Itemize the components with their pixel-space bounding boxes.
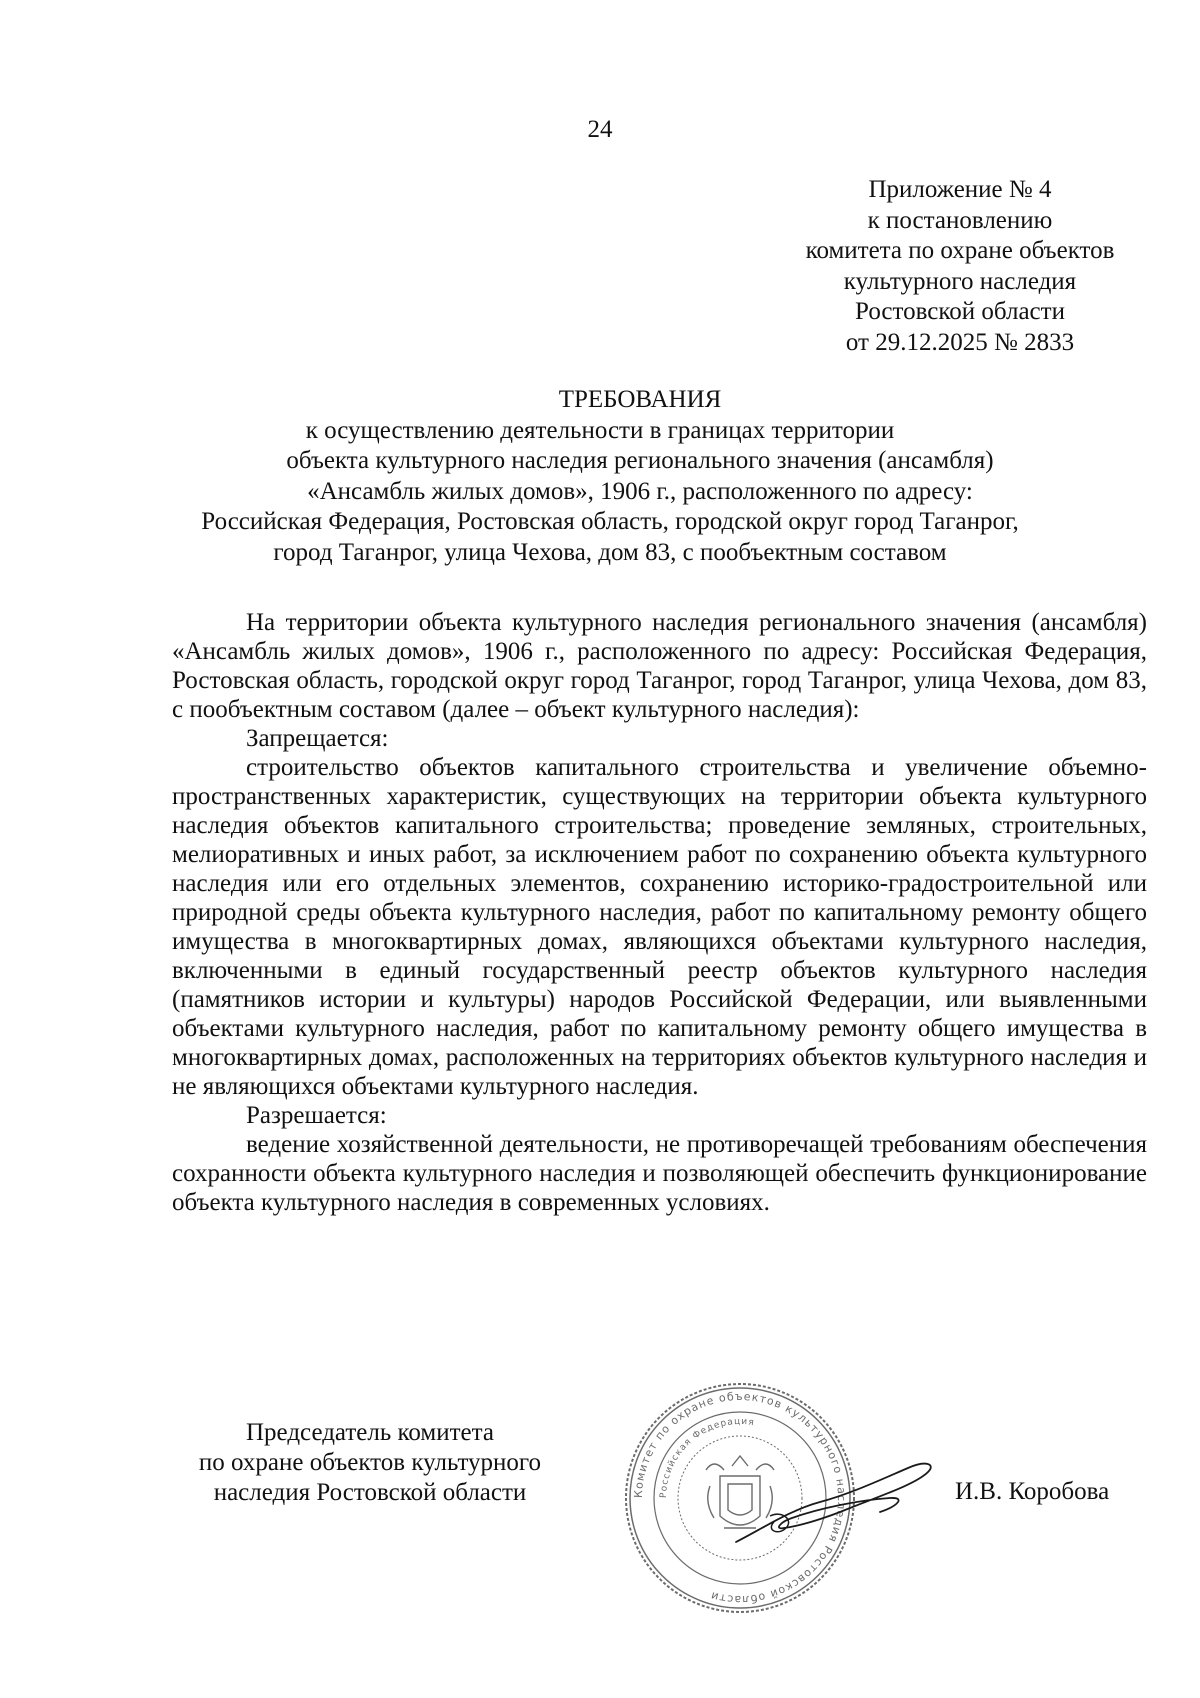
title-heading: ТРЕБОВАНИЯ	[558, 386, 722, 413]
signer-name: И.В. Коробова	[955, 1478, 1110, 1505]
title-line: объекта культурного наследия регионального значения (ансамбля)	[286, 447, 994, 474]
position-line: наследия Ростовской области	[213, 1479, 527, 1506]
signatory-position	[160, 1418, 580, 1508]
prohibited-paragraph: строительство объектов капитального строительства и увеличение объемно-пространственных характеристик, существующих на территории объекта культурного наследия объектов капитального строительства; проведение земляных, строительных, мелиоративных и иных работ, за исключением работ по сохранению объекта культурного наследия или его отдельных элементов, сохранению историко-градостроительной или природной среды объекта культурного наследия, работ по капитальному ремонту общего имущества в многоквартирных домах, являющихся объектами культурного наследия, включенными в единый государственный реестр объектов культурного наследия (памятников истории и культуры) народов Российской Федерации, или выявленными объектами культурного наследия, работ по капитальному ремонту общего имущества в многоквартирных домах, расположенных на территориях объектов культурного наследия и не являющихся объектами культурного наследия.	[172, 754, 1147, 1100]
document-title	[150, 385, 1070, 568]
svg-text:Комитет по охране объектов кул: Комитет по охране объектов культурного наследия Ростовской области	[631, 1389, 849, 1607]
allowed-paragraph: ведение хозяйственной деятельности, не противоречащей требованиям обеспечения сохранности объекта культурного наследия и позволяющей обеспечить функционирование объекта культурного наследия в современных условиях.	[172, 1131, 1147, 1216]
position-line: по охране объектов культурного	[198, 1449, 542, 1476]
appendix-line: Ростовской области	[855, 298, 1065, 325]
intro-paragraph: На территории объекта культурного наследия регионального значения (ансамбля) «Ансамбль жилых домов», 1906 г., расположенного по адресу: Российская Федерация, Ростовская область, городской округ город Таганрог, город Таганрог, улица Чехова, дом 83, с пообъектным составом (далее – объект культурного наследия):	[172, 609, 1147, 723]
appendix-line: Приложение № 4	[868, 176, 1052, 203]
title-line: «Ансамбль жилых домов», 1906 г., расположенного по адресу:	[307, 477, 973, 505]
position-line: Председатель комитета	[246, 1419, 494, 1446]
appendix-line: культурного наследия	[843, 267, 1077, 295]
title-line: Российская Федерация, Ростовская область, городской округ город Таганрог,	[201, 508, 1019, 535]
appendix-line: от 29.12.2025 № 2833	[845, 328, 1075, 356]
svg-text:Российская Федерация: Российская Федерация	[658, 1416, 756, 1499]
document-body	[172, 608, 1147, 1217]
appendix-header	[750, 175, 1170, 358]
title-line: город Таганрог, улица Чехова, дом 83, с пообъектным составом	[273, 538, 947, 566]
prohibited-heading: Запрещается:	[246, 725, 389, 752]
appendix-line: комитета по охране объектов	[805, 237, 1115, 264]
page-number: 24	[587, 116, 613, 143]
title-line: к осуществлению деятельности в границах территории	[305, 416, 895, 444]
appendix-line: к постановлению	[867, 206, 1053, 234]
allowed-heading: Разрешается:	[246, 1102, 387, 1129]
handwritten-signature	[730, 1450, 940, 1560]
